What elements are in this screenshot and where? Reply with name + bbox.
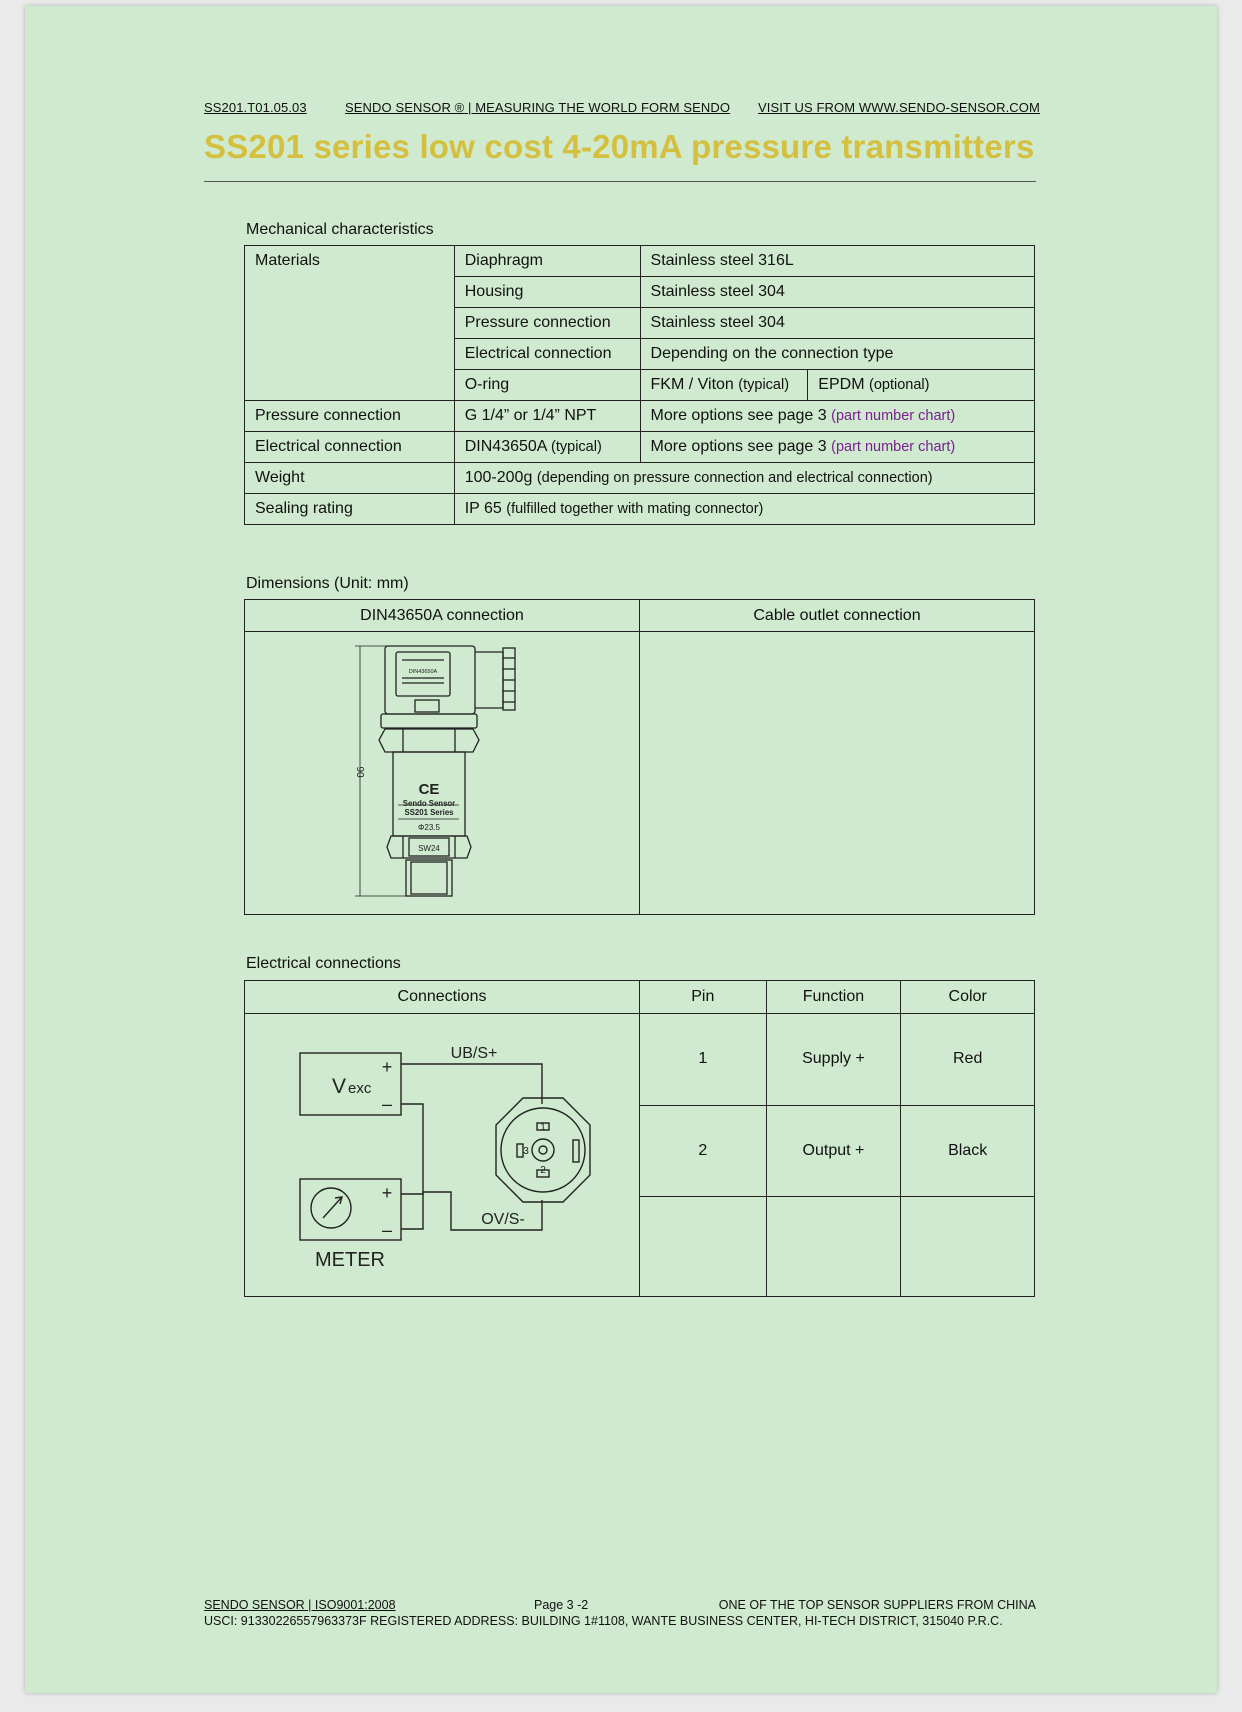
- din-connection-header: DIN43650A connection: [245, 600, 640, 632]
- table-row: [245, 432, 1035, 463]
- sealing-label: Sealing rating: [245, 494, 455, 525]
- oring-option-1-note: (typical): [738, 377, 790, 393]
- title-divider: [204, 181, 1036, 182]
- material-part: Diaphragm: [454, 246, 640, 277]
- vexc-minus: –: [381, 1094, 393, 1114]
- material-value: Stainless steel 304: [640, 308, 1034, 339]
- more-options-text: More options see page 3: [650, 438, 827, 455]
- height-dimension: 90: [354, 766, 365, 778]
- table-row: [245, 494, 1035, 525]
- color-header: Color: [901, 981, 1035, 1014]
- mechanical-heading: Mechanical characteristics: [246, 221, 434, 238]
- drawing-brand: Sendo Sensor: [402, 799, 456, 808]
- electrical-connection-type: DIN43650A: [464, 438, 547, 455]
- table-row: [245, 246, 1035, 277]
- oring-option-2: [808, 370, 1035, 401]
- electrical-connection-note: (typical): [551, 439, 602, 455]
- footer-address: USCI: 91330226557963373F REGISTERED ADDRESS: BUILDING 1#1108, WANTE BUSINESS CENTER, HI-TECH DISTRICT, 315040 P.R.C.: [204, 1614, 1003, 1628]
- pin-header: Pin: [640, 981, 767, 1014]
- function-cell: Supply +: [766, 1014, 901, 1106]
- doc-code: SS201.T01.05.03: [204, 100, 307, 115]
- dimensions-heading: Dimensions (Unit: mm): [246, 575, 409, 592]
- color-cell: Red: [901, 1014, 1035, 1106]
- table-row: [245, 1014, 1035, 1106]
- wiring-diagram-cell: [245, 1014, 640, 1297]
- pin-cell: [640, 1197, 767, 1297]
- part-number-chart-link[interactable]: (part number chart): [831, 408, 956, 424]
- drawing-series: SS201 Series: [404, 808, 454, 817]
- more-options-text: More options see page 3: [650, 407, 827, 424]
- cable-outlet-drawing-cell: [640, 632, 1035, 915]
- brand-line: SENDO SENSOR ® | MEASURING THE WORLD FORM SENDO: [345, 100, 731, 115]
- material-value: Stainless steel 316L: [640, 246, 1034, 277]
- cable-outlet-header: Cable outlet connection: [640, 600, 1035, 632]
- electrical-connection-label: Electrical connection: [245, 432, 455, 463]
- footer-left: SENDO SENSOR | ISO9001:2008: [204, 1598, 396, 1612]
- plug-label: DIN43650A: [408, 669, 438, 675]
- pin-1-marker: 1: [540, 1122, 546, 1133]
- table-row: [245, 463, 1035, 494]
- page-title: SS201 series low cost 4-20mA pressure transmitters: [204, 128, 1035, 165]
- meter-plus: +: [381, 1183, 393, 1203]
- material-part: Electrical connection: [454, 339, 640, 370]
- weight-note: (depending on pressure connection and electrical connection): [536, 470, 933, 486]
- pin-cell: 2: [640, 1105, 767, 1197]
- pressure-connection-value: G 1/4” or 1/4” NPT: [454, 401, 640, 432]
- connections-header: Connections: [245, 981, 640, 1014]
- material-part: Housing: [454, 277, 640, 308]
- electrical-connection-value: [454, 432, 640, 463]
- footer-line: [204, 1598, 1036, 1612]
- ov-label: OV/S-: [481, 1211, 525, 1228]
- din-drawing-cell: [245, 632, 640, 915]
- materials-label: Materials: [245, 246, 455, 401]
- table-row: [245, 632, 1035, 915]
- function-cell: [766, 1197, 901, 1297]
- meter-minus: –: [381, 1220, 393, 1240]
- sealing-value: [454, 494, 1034, 525]
- pressure-connection-label: Pressure connection: [245, 401, 455, 432]
- vexc-plus: +: [381, 1057, 393, 1077]
- oring-option-2-value: EPDM: [818, 376, 865, 393]
- dimensions-table: [244, 599, 1035, 915]
- diameter-label: Φ23.5: [418, 823, 440, 832]
- pressure-connection-more: [640, 401, 1034, 432]
- oring-part: O-ring: [454, 370, 640, 401]
- oring-option-1: [640, 370, 808, 401]
- electrical-heading: Electrical connections: [246, 955, 401, 972]
- footer-right: ONE OF THE TOP SENSOR SUPPLIERS FROM CHINA: [718, 1598, 1036, 1612]
- meter-label: METER: [315, 1249, 385, 1271]
- weight-value: [454, 463, 1034, 494]
- ce-mark: CE: [418, 781, 440, 798]
- pin-2-marker: 2: [540, 1165, 546, 1176]
- sealing-rating: IP 65: [464, 500, 502, 517]
- table-row: [245, 401, 1035, 432]
- table-header-row: [245, 600, 1035, 632]
- material-value: Depending on the connection type: [640, 339, 1034, 370]
- part-number-chart-link[interactable]: (part number chart): [831, 439, 956, 455]
- pin-cell: 1: [640, 1014, 767, 1106]
- material-value: Stainless steel 304: [640, 277, 1034, 308]
- website-line: VISIT US FROM WWW.SENDO-SENSOR.COM: [758, 100, 1040, 115]
- weight-label: Weight: [245, 463, 455, 494]
- transmitter-drawing: [245, 632, 639, 914]
- function-cell: Output +: [766, 1105, 901, 1197]
- color-cell: Black: [901, 1105, 1035, 1197]
- vexc-label: V exc: [332, 1075, 372, 1098]
- oring-option-1-value: FKM / Viton: [650, 376, 734, 393]
- color-cell: [901, 1197, 1035, 1297]
- sealing-note: (fulfilled together with mating connector): [506, 501, 764, 517]
- wiring-diagram: [245, 1014, 639, 1296]
- document-page: [25, 6, 1217, 1693]
- pin-3-marker: 3: [523, 1146, 529, 1157]
- table-header-row: [245, 981, 1035, 1014]
- mechanical-table: [244, 245, 1035, 525]
- material-part: Pressure connection: [454, 308, 640, 339]
- oring-option-2-note: (optional): [868, 377, 930, 393]
- footer-page: Page 3 -2: [534, 1598, 589, 1612]
- electrical-table: [244, 980, 1035, 1297]
- ub-label: UB/S+: [450, 1045, 498, 1062]
- function-header: Function: [766, 981, 901, 1014]
- wrench-size-label: SW24: [418, 844, 440, 853]
- electrical-connection-more: [640, 432, 1034, 463]
- weight-range: 100-200g: [464, 469, 533, 486]
